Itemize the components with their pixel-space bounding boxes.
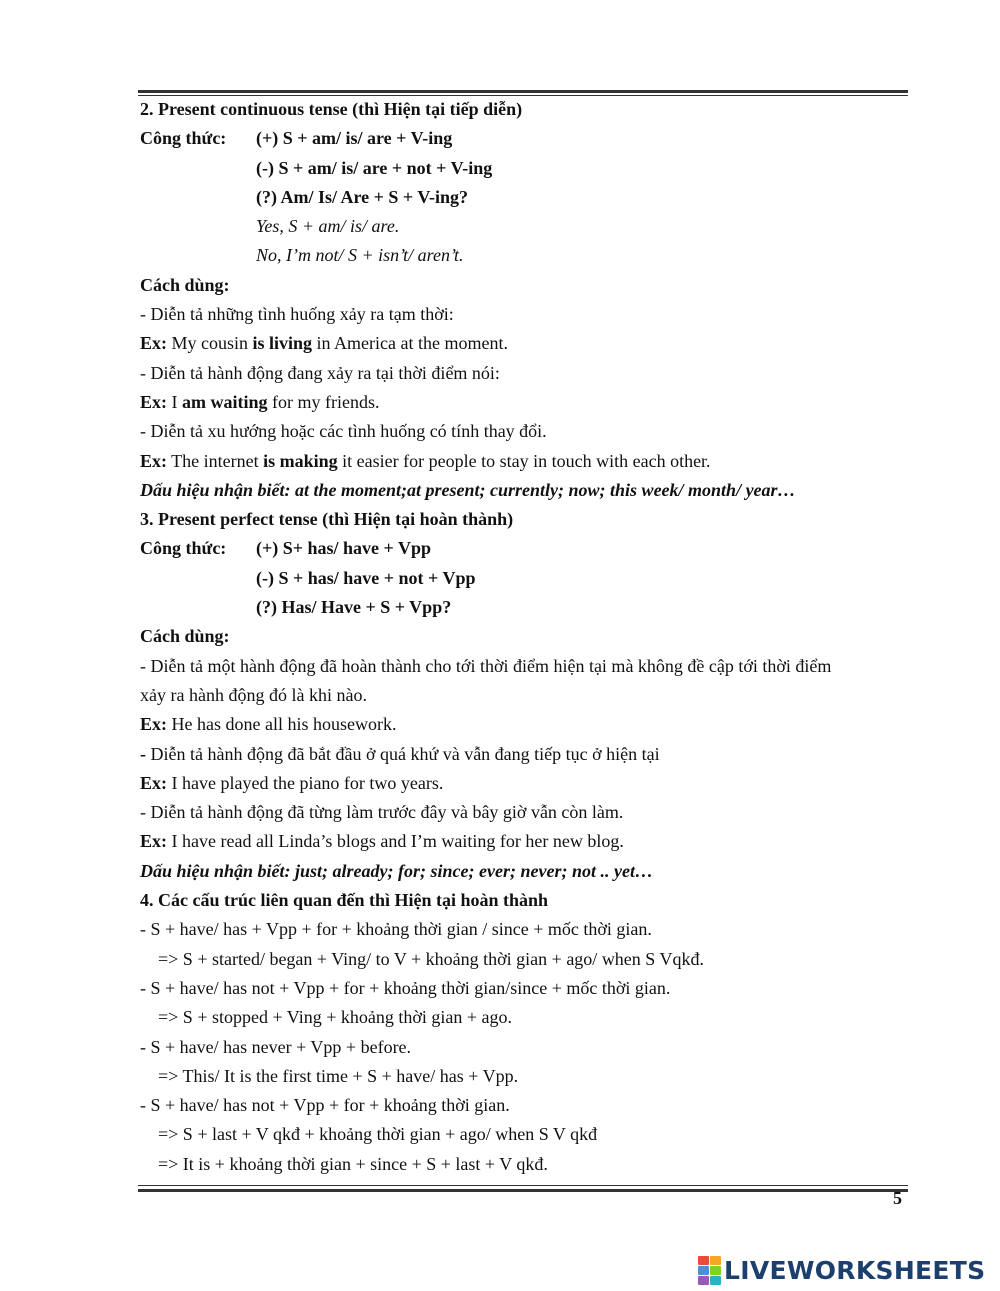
usage-label: Cách dùng: (140, 626, 230, 647)
example-line (140, 329, 910, 358)
example-verb: is living (252, 333, 313, 354)
structure-rewrite: => S + started/ began + Ving/ to V + khoảng thời gian + ago/ when S Vqkđ. (158, 948, 704, 969)
example-text: I have read all Linda’s blogs and I’m waiting for her new blog. (167, 831, 624, 852)
page-number: 5 (893, 1188, 902, 1208)
formula-question: (?) Has/ Have + S + Vpp? (256, 597, 452, 618)
example-text: He has done all his housework. (167, 714, 397, 735)
footer-rule-thick (138, 1189, 908, 1192)
structure-line: - S + have/ has not + Vpp + for + khoảng thời gian/since + mốc thời gian. (140, 977, 671, 998)
example-label: Ex: (140, 333, 167, 354)
formula-negative: (-) S + am/ is/ are + not + V-ing (256, 157, 493, 178)
liveworksheets-logo (698, 1253, 985, 1287)
example-line (140, 447, 910, 476)
header-rule-thick (138, 90, 908, 93)
usage-item-continued: xảy ra hành động đó là khi nào. (140, 684, 367, 705)
logo-tile (710, 1266, 721, 1275)
structure-line: - S + have/ has not + Vpp + for + khoảng thời gian. (140, 1095, 510, 1116)
example-text: My cousin (167, 333, 253, 354)
usage-item (140, 740, 910, 769)
formula-positive: (+) S+ has/ have + Vpp (256, 538, 431, 559)
logo-tile (698, 1266, 709, 1275)
usage-dash: - (140, 743, 146, 764)
example-line (140, 388, 910, 417)
example-text: for my friends. (267, 391, 380, 412)
section-3-heading: 3. Present perfect tense (thì Hiện tại hoàn thành) (140, 509, 514, 530)
section-2-heading: 2. Present continuous tense (thì Hiện tại tiếp diễn) (140, 99, 523, 119)
example-label: Ex: (140, 831, 167, 852)
page-content (140, 95, 910, 1179)
formula-negative: (-) S + has/ have + not + Vpp (256, 567, 476, 588)
structure-line: - S + have/ has + Vpp + for + khoảng thời gian / since + mốc thời gian. (140, 919, 652, 940)
formula-row-1 (140, 534, 910, 563)
section-4-heading: 4. Các cấu trúc liên quan đến thì Hiện tại hoàn thành (140, 890, 549, 911)
example-line (140, 827, 910, 856)
example-text: The internet (167, 450, 264, 471)
signal-words: Dấu hiệu nhận biết: just; already; for; since; ever; never; not .. yet… (140, 860, 653, 881)
usage-item: - Diễn tả hành động đang xảy ra tại thời điểm nói: (140, 362, 500, 383)
example-text: it easier for people to stay in touch with each other. (337, 450, 711, 471)
structure-rewrite: => This/ It is the first time + S + have/ has + Vpp. (158, 1065, 519, 1086)
usage-text: Diễn tả hành động đã bắt đầu ở quá khứ và vẫn đang tiếp tục ở hiện tại (146, 743, 660, 764)
usage-label: Cách dùng: (140, 274, 230, 295)
usage-item: - Diễn tả hành động đã từng làm trước đây và bây giờ vẫn còn làm. (140, 802, 624, 823)
example-text: I (167, 391, 182, 412)
example-verb: am waiting (182, 391, 268, 412)
formula-question: (?) Am/ Is/ Are + S + V-ing? (256, 186, 469, 207)
logo-tile (710, 1276, 721, 1285)
structure-rewrite: => S + last + V qkđ + khoảng thời gian + ago/ when S V qkđ (158, 1124, 598, 1145)
example-text: I have played the piano for two years. (167, 772, 444, 793)
example-text: in America at the moment. (312, 333, 508, 354)
signal-words: Dấu hiệu nhận biết: at the moment;at present; currently; now; this week/ month/ year… (140, 479, 796, 500)
example-line (140, 710, 910, 739)
logo-tile (698, 1276, 709, 1285)
usage-item: - Diễn tả một hành động đã hoàn thành cho tới thời điểm hiện tại mà không đề cập tới thời điểm (140, 655, 832, 676)
formula-no-answer: No, I’m not/ S + isn’t/ aren’t. (256, 245, 464, 266)
example-line (140, 769, 910, 798)
structure-rewrite: => S + stopped + Ving + khoảng thời gian + ago. (158, 1007, 512, 1028)
example-verb: is making (263, 450, 338, 471)
logo-text: LIVEWORKSHEETS (724, 1255, 986, 1285)
formula-label: Công thức: (140, 128, 227, 149)
formula-row-1 (140, 124, 910, 153)
logo-tiles-icon (698, 1256, 720, 1284)
formula-positive: (+) S + am/ is/ are + V-ing (256, 128, 453, 149)
formula-label: Công thức: (140, 538, 227, 559)
structure-rewrite: => It is + khoảng thời gian + since + S + last + V qkđ. (158, 1153, 548, 1174)
footer-rule-thin (138, 1185, 908, 1186)
usage-item: - Diễn tả xu hướng hoặc các tình huống có tính thay đổi. (140, 421, 547, 442)
example-label: Ex: (140, 450, 167, 471)
logo-tile (698, 1256, 709, 1265)
structure-line: - S + have/ has never + Vpp + before. (140, 1036, 412, 1057)
logo-tile (710, 1256, 721, 1265)
example-label: Ex: (140, 391, 167, 412)
example-label: Ex: (140, 772, 167, 793)
usage-item: - Diễn tả những tình huống xảy ra tạm thời: (140, 304, 454, 325)
example-label: Ex: (140, 714, 167, 735)
formula-yes-answer: Yes, S + am/ is/ are. (256, 216, 400, 237)
